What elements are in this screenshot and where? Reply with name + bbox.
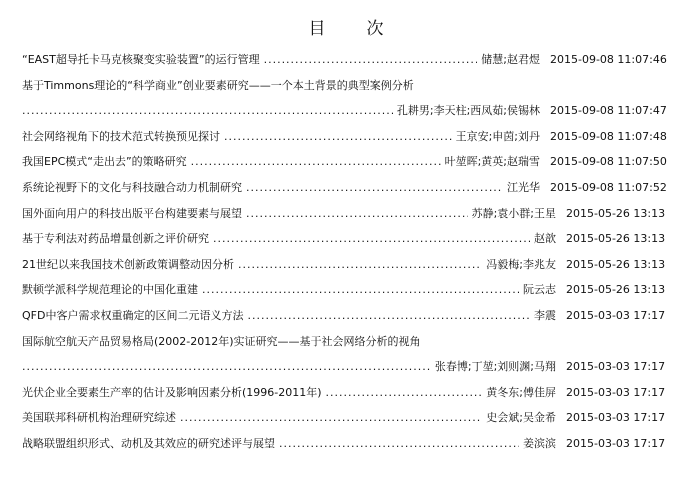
toc-entry[interactable] <box>22 436 666 463</box>
entry-date: 2015-05-26 13:13 <box>566 206 666 220</box>
dot-leader <box>247 309 530 323</box>
entry-title[interactable]: 默顿学派科学规范理论的中国化重建 <box>22 283 198 297</box>
entry-title[interactable]: 系统论视野下的文化与科技融合动力机制研究 <box>22 180 242 194</box>
toc-entry[interactable] <box>22 180 667 207</box>
dot-leader <box>22 104 393 118</box>
entry-date: 2015-03-03 17:17 <box>566 385 666 399</box>
entry-authors: 赵歆 <box>534 232 556 246</box>
entry-date: 2015-03-03 17:17 <box>566 308 666 322</box>
entry-title[interactable]: 社会网络视角下的技术范式转换预见探讨 <box>22 129 220 143</box>
entry-date: 2015-09-08 11:07:47 <box>550 104 667 118</box>
entry-date: 2015-05-26 13:13 <box>566 283 666 297</box>
dot-leader <box>202 283 519 297</box>
toc-entry[interactable] <box>22 385 666 412</box>
entry-authors: 姜滨滨 <box>523 436 556 450</box>
toc-entry[interactable] <box>22 411 666 437</box>
dot-leader <box>238 258 482 272</box>
toc-entry[interactable] <box>22 53 667 79</box>
entry-authors: 孔耕男;李天柱;西凤茹;侯锡林 <box>396 104 540 118</box>
dot-leader <box>279 437 519 451</box>
entry-authors: 阮云志 <box>523 283 556 297</box>
dot-leader <box>191 155 441 169</box>
dot-leader <box>180 411 482 425</box>
entry-date: 2015-09-08 11:07:52 <box>550 180 667 194</box>
entry-title[interactable]: “EAST超导托卡马克核聚变实验装置”的运行管理 <box>22 53 260 66</box>
toc-entry[interactable] <box>22 206 666 233</box>
toc-entry[interactable] <box>22 129 667 156</box>
entry-authors: 冯毅梅;李兆友 <box>486 257 556 271</box>
entry-authors: 张春博;丁堃;刘则渊;马翔 <box>434 360 556 374</box>
table-of-contents <box>22 53 667 463</box>
page-title: 目 次 <box>308 19 396 39</box>
entry-title[interactable]: 21世纪以来我国技术创新政策调整动因分析 <box>22 257 234 271</box>
entry-date: 2015-03-03 17:17 <box>566 360 666 374</box>
entry-date: 2015-09-08 11:07:48 <box>550 129 667 143</box>
entry-title[interactable]: 我国EPC模式“走出去”的策略研究 <box>22 155 187 169</box>
entry-authors: 黄冬东;傅佳屏 <box>486 385 556 399</box>
entry-authors: 江光华 <box>507 180 540 194</box>
entry-authors: 王京安;申茵;刘丹 <box>455 129 540 143</box>
toc-entry[interactable] <box>22 283 666 309</box>
toc-entry[interactable] <box>22 335 662 361</box>
entry-date: 2015-03-03 17:17 <box>566 411 666 425</box>
entry-date: 2015-05-26 13:13 <box>566 257 666 271</box>
dot-leader <box>246 207 468 221</box>
dot-leader <box>224 130 452 144</box>
entry-title[interactable]: 国际航空航天产品贸易格局(2002-2012年)实证研究——基于社会网络分析的视角 <box>22 334 421 348</box>
entry-title[interactable]: 战略联盟组织形式、动机及其效应的研究述评与展望 <box>22 436 275 450</box>
entry-date: 2015-05-26 13:13 <box>566 232 666 246</box>
dot-leader <box>264 53 478 67</box>
entry-date: 2015-09-08 11:07:50 <box>550 155 667 169</box>
dot-leader <box>326 386 483 400</box>
entry-authors: 苏静;袁小群;王星 <box>471 206 556 220</box>
entry-authors: 储慧;赵君煜 <box>481 53 540 66</box>
toc-entry-continuation <box>22 360 666 386</box>
toc-entry[interactable] <box>22 155 667 181</box>
toc-entry[interactable] <box>22 79 662 105</box>
entry-date: 2015-03-03 17:17 <box>566 436 666 450</box>
toc-entry-continuation <box>22 104 667 130</box>
dot-leader <box>246 181 503 195</box>
entry-title[interactable]: 基于Timmons理论的“科学商业”创业要素研究——一个本土背景的典型案例分析 <box>22 78 414 92</box>
toc-entry[interactable] <box>22 308 666 335</box>
entry-title[interactable]: QFD中客户需求权重确定的区间二元语义方法 <box>22 308 244 322</box>
entry-title[interactable]: 光伏企业全要素生产率的估计及影响因素分析(1996-2011年) <box>22 385 322 399</box>
entry-title[interactable]: 基于专利法对药品增量创新之评价研究 <box>22 232 209 246</box>
toc-entry[interactable] <box>22 257 666 284</box>
entry-authors: 李震 <box>534 308 556 322</box>
dot-leader <box>213 232 530 246</box>
toc-entry[interactable] <box>22 232 666 258</box>
dot-leader <box>22 360 431 374</box>
entry-authors: 叶堃晖;黄英;赵瑞雪 <box>444 155 540 169</box>
entry-date: 2015-09-08 11:07:46 <box>550 53 667 66</box>
entry-title[interactable]: 美国联邦科研机构治理研究综述 <box>22 411 176 425</box>
entry-title[interactable]: 国外面向用户的科技出版平台构建要素与展望 <box>22 206 242 220</box>
entry-authors: 史会斌;吴金希 <box>486 411 556 425</box>
